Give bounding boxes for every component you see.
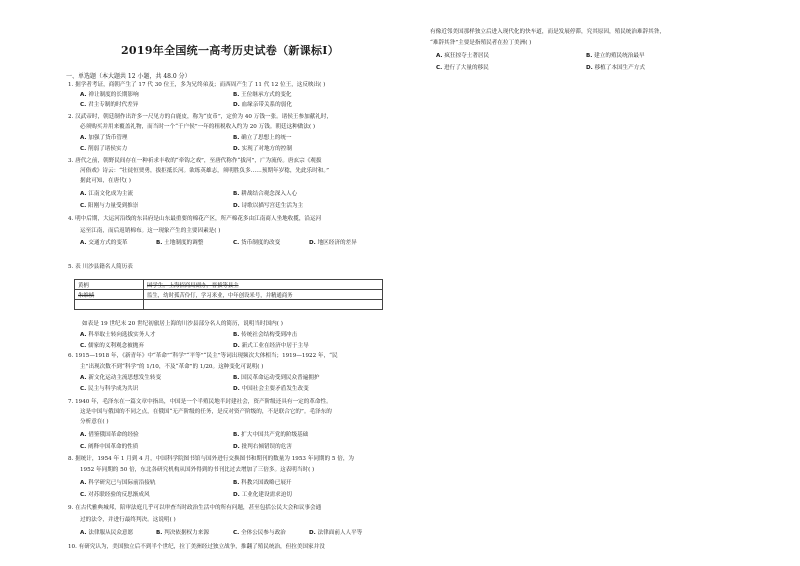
question-6-option-b[interactable]: B. 国民革命运动受到民众普遍拥护 <box>233 375 320 381</box>
question-4-option-c[interactable]: C. 货币制度的改变 <box>233 240 281 246</box>
exam-title: 2019年全国统一高考历史试卷（新课标Ⅰ） <box>120 44 340 57</box>
question-6-option-a[interactable]: A. 新文化运动主流思想发生转变 <box>80 375 162 381</box>
question-8-option-b[interactable]: B. 科教兴国战略已展开 <box>233 480 292 486</box>
question-10-option-b[interactable]: B. 建立的殖民统治最早 <box>586 53 645 59</box>
question-9-option-a[interactable]: A. 法律服从民众意愿 <box>80 530 134 536</box>
question-8-option-c[interactable]: C. 对苏联经验的反思渐成风 <box>80 492 150 498</box>
table-row <box>75 290 383 300</box>
question-9-option-c[interactable]: C. 全体公民参与政治 <box>233 530 286 536</box>
table-cell <box>75 300 144 310</box>
table-cell: 监生，幼时孤苦伶仃，学习米业，中年创设米号，并精通商务 <box>144 290 383 300</box>
question-3-option-b[interactable]: B. 耕战结合观念深入人心 <box>233 191 298 197</box>
question-1-option-a[interactable]: A. 禅让制度的长期影响 <box>80 92 139 98</box>
question-2-option-c[interactable]: C. 削弱了诸侯实力 <box>80 146 128 152</box>
question-8-stem-cont: 1952 年同期的 50 倍，东北各研究机构从国外得到的书刊比过去增加了三倍多。这表明当时( ) <box>80 467 315 473</box>
question-5-option-b[interactable]: B. 传统社会结构受到冲击 <box>233 332 298 338</box>
question-1-stem: 1. 据学者考证，商朝产生了 17 代 30 位王，多为兄终弟及；而西周产生了 11 代 12 位王，这反映出( ) <box>68 82 326 88</box>
question-4-stem-cont: 运至江南，而后返销棉布。这一现象产生的主要因素是( ) <box>80 228 221 234</box>
question-1-option-b[interactable]: B. 王位继承方式的变化 <box>233 92 292 98</box>
table-cell: 国学生，上海招商局副办，晋拔等县主 <box>144 280 383 290</box>
table-cell <box>144 300 383 310</box>
question-10-stem: 10. 有研究认为，美国独立后不到半个世纪，拉丁美洲经过独立战争，推翻了殖民统治，但拉美国家并没 <box>68 544 325 550</box>
table-row <box>75 280 383 290</box>
question-3-stem-cont-2: 据此可知，在唐代( ) <box>80 178 131 184</box>
question-10-option-a[interactable]: A. 疯狂掠夺土著居民 <box>436 53 490 59</box>
question-3-option-a[interactable]: A. 江南文化成为主流 <box>80 191 134 197</box>
table-cell: 朱维桢 <box>75 290 144 300</box>
question-5-option-d[interactable]: D. 新式工业在经济中居于主导 <box>233 343 309 349</box>
question-3-stem: 3. 唐代之前，朝野民间存在一种祈求丰收的“牵钩之戏”，至唐代称作“拔河”，广为流传。唐玄宗《观拔 <box>68 158 322 164</box>
table-cell: 黄柄 <box>75 280 144 290</box>
question-10-option-c[interactable]: C. 进行了大量的移民 <box>436 65 489 71</box>
question-9-option-b[interactable]: B. 判决依据权力来源 <box>156 530 209 536</box>
question-6-stem: 6. 1915—1918 年，《新青年》中“革命”“科学”“平等”“民主”等词出现频次大体相当；1919—1922 年，“民 <box>68 353 338 359</box>
question-2-stem-cont: 必须购买并用来覆盖礼物，而当时一个“千户侯”一年的租税收入约为 20 万钱。朝廷这种做法( ) <box>80 124 316 130</box>
question-4-option-a[interactable]: A. 交通方式的变革 <box>80 240 128 246</box>
question-6-option-c[interactable]: C. 民主与科学成为共识 <box>80 386 139 392</box>
question-5-stem-cont: 如表是 19 世纪末 20 世纪初旅居上海的川沙县部分名人的简历，说明当时国内( ) <box>82 321 283 327</box>
question-8-option-a[interactable]: A. 科学研究已与国际前沿接轨 <box>80 480 156 486</box>
question-1-option-c[interactable]: C. 君主专制的时代差异 <box>80 102 139 108</box>
question-7-stem-cont: 这是中国与俄国的不同之点，在俄国“无产阶级的任务，是反对资产阶级的，不是联合它的”。毛泽东的 <box>80 409 332 415</box>
question-5-option-a[interactable]: A. 科举取士转向选拔实务人才 <box>80 332 156 338</box>
question-6-option-d[interactable]: D. 中国社会主要矛盾发生改变 <box>233 386 309 392</box>
question-7-option-a[interactable]: A. 借鉴俄国革命的经验 <box>80 432 139 438</box>
question-3-option-d[interactable]: D. 诗歌以描写宫廷生活为主 <box>233 203 304 209</box>
question-10-option-d[interactable]: D. 移植了本国生产方式 <box>586 65 645 71</box>
question-1-option-d[interactable]: D. 血缘亲带关系的弱化 <box>233 102 292 108</box>
table-row <box>75 300 383 310</box>
name-table <box>74 279 383 310</box>
question-4-option-b[interactable]: B. 土地制度的调整 <box>156 240 204 246</box>
question-3-stem-cont: 河俗戏》诗云：“壮徒恒贾勇，拔拒抵长河。欲练英雄志，须明胜负多……预期年岁稔，先此乐时和。” <box>80 168 330 174</box>
question-10-stem-cont: 有像近邻美国那样独立后进入现代化的快车道，而是发展停滞，究其原因，殖民统治难辞其咎， <box>430 29 665 35</box>
question-7-option-b[interactable]: B. 扩大中国共产党的阶级基础 <box>233 432 309 438</box>
question-9-option-d[interactable]: D. 法律面前人人平等 <box>309 530 363 536</box>
question-9-stem: 9. 在古代雅典城邦，陪审法庭几乎可以审查当时政治生活中的所有问题，甚至包括公民大会和议事会通 <box>68 505 322 511</box>
question-6-stem-cont: 主”出现次数不到“科学”的 1/10，不及“革命”的 1/20。这种变化可说明( ) <box>80 364 264 370</box>
question-2-option-a[interactable]: A. 加强了货币管理 <box>80 135 128 141</box>
question-2-option-b[interactable]: B. 确立了思想上的统一 <box>233 135 292 141</box>
question-2-stem: 2. 汉武帝时，朝廷制作出许多一尺见方的白鹿皮，称为“皮币”，定价为 40 万钱一张。诸侯王参加献礼时， <box>68 114 333 120</box>
question-3-option-c[interactable]: C. 阳刚与力量受到推崇 <box>80 203 139 209</box>
question-5-option-c[interactable]: C. 儒家的义利观念被抛弃 <box>80 343 144 349</box>
question-7-stem-cont-2: 分析意在( ) <box>80 419 109 425</box>
question-2-option-d[interactable]: D. 实现了对地方的控制 <box>233 146 292 152</box>
question-7-option-c[interactable]: C. 阐释中国革命的性质 <box>80 444 139 450</box>
question-9-stem-cont: 过的法令，并进行最终判决。这说明( ) <box>80 517 176 523</box>
question-8-option-d[interactable]: D. 工业化建设需求迫切 <box>233 492 292 498</box>
question-4-option-d[interactable]: D. 地区经济的差异 <box>309 240 357 246</box>
section-heading: 一、单选题（本大题共 12 小题，共 48.0 分） <box>66 73 191 80</box>
question-4-stem: 4. 明中后期，大运河沿线的东昌府是山东最重要的棉花产区，所产棉花多由江南商人坐地收揽，沿运河 <box>68 216 322 222</box>
question-7-option-d[interactable]: D. 批判右倾错误的危害 <box>233 444 292 450</box>
question-8-stem: 8. 据统计，1954 年 1 月到 4 月，中国科学院图书馆与国外进行交换图书和期刊的数量为 1953 年同期的 5 倍，为 <box>68 456 355 462</box>
question-5-stem: 5. 表 川沙县籍名人简历表 <box>68 264 133 270</box>
question-7-stem: 7. 1940 年，毛泽东在一篇文章中指出，中国是一个半殖民地半封建社会，资产阶级还具有一定的革命性。 <box>68 399 332 405</box>
question-10-stem-cont-2: “难辞其咎”主要是指殖民者在拉丁美洲( ) <box>430 40 532 46</box>
